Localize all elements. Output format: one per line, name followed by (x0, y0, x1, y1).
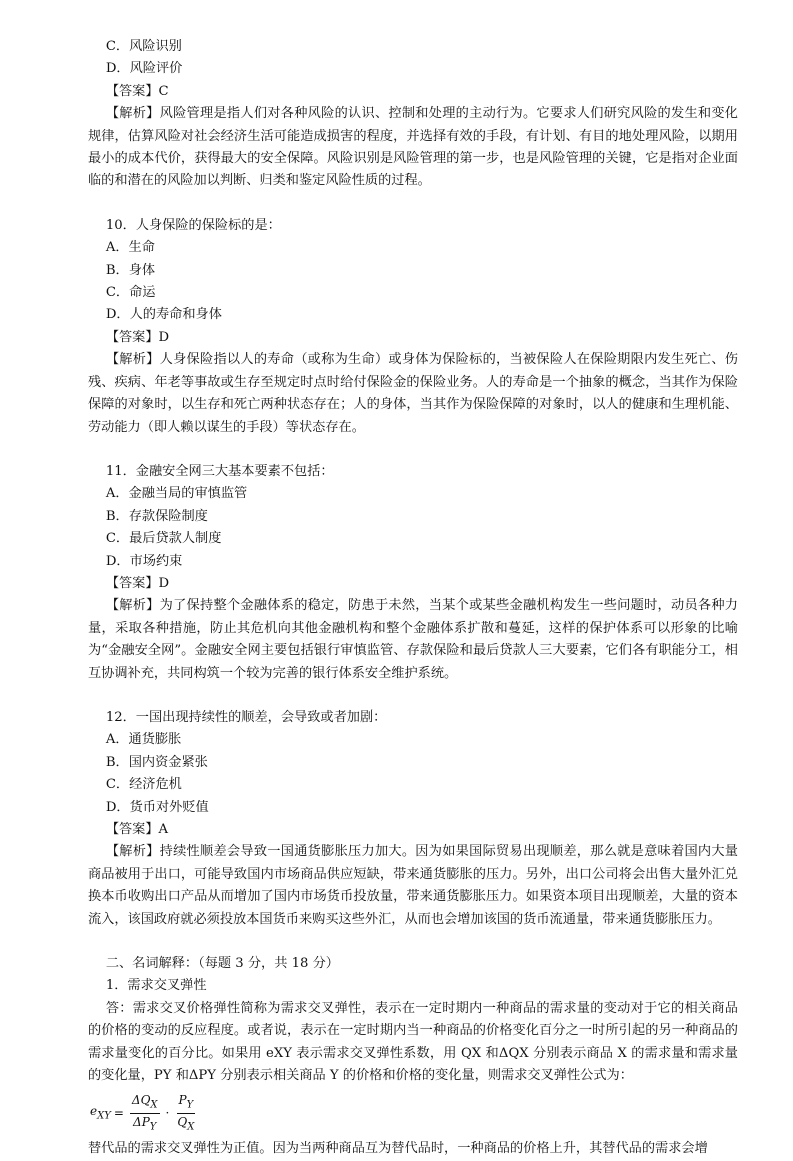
formula-fraction-1: $\frac{\Delta Q_X}{\Delta P_Y}$ (131, 1092, 158, 1133)
q9-option-d: D．风险评价 (105, 61, 183, 77)
formula-lhs: $e_{XY}$ (90, 1103, 111, 1121)
q12-answer: 【答案】A (105, 822, 169, 837)
q10-answer: 【答案】D (105, 329, 170, 345)
q10-option-c: C．命运 (105, 285, 156, 301)
q10-option-b: B．身体 (105, 262, 156, 278)
formula-fraction-2: $\frac{P_Y}{Q_X}$ (177, 1092, 195, 1133)
q10-option-d: D．人的寿命和身体 (105, 307, 222, 323)
spacer (88, 685, 738, 707)
q12-question: 12．一国出现持续性的顺差，会导致或者加剧： (105, 709, 387, 725)
document-body (88, 36, 738, 1161)
q9-analysis: 【解析】风险管理是指人们对各种风险的认识、控制和处理的主动行为。它要求人们研究风险的发生和变化规律，估算风险对社会经济生活可能造成损害的程度，并选择有效的手段，有计划、有目的地处理风险，以期用最小的成本代价，获得最大的安全保障。风险识别是风险管理的第一步，也是风险管理的关键，它是指对企业面临的和潜在的风险加以判断、归类和鉴定风险性质的过程。 (88, 106, 738, 189)
formula-equals: = (113, 1106, 124, 1121)
spacer (88, 439, 738, 461)
q12-option-d: D．货币对外贬值 (105, 799, 209, 815)
term-title: 1．需求交叉弹性 (105, 978, 207, 994)
q10-analysis: 【解析】人身保险指以人的寿命（或称为生命）或身体为保险标的，当被保险人在保险期限内发生死亡、伤残、疾病、年老等事故或生存至规定时点时给付保险金的保险业务。人的寿命是一个抽象的概念，当其作为保险保障的对象时，以生存和死亡两种状态存在；人的身体，当其作为保险保障的对象时，以人的健康和生理机能、劳动能力（即人赖以谋生的手段）等状态存在。 (88, 352, 738, 435)
q11-analysis: 【解析】为了保持整个金融体系的稳定，防患于未然，当某个或某些金融机构发生一些问题时，动员各种力量，采取各种措施，防止其危机向其他金融机构和整个金融体系扩散和蔓延，这样的保护体系可以形象的比喻为“金融安全网”。金融安全网主要包括银行审慎监管、存款保险和最后贷款人三大要素，它们各有职能分工，相互协调补充，共同构筑一个较为完善的银行体系安全维护系统。 (88, 598, 738, 681)
spacer (88, 193, 738, 215)
q11-option-d: D．市场约束 (105, 553, 183, 569)
formula-dot: · (165, 1106, 170, 1121)
q12-option-b: B．国内资金紧张 (105, 754, 208, 770)
term-answer: 答：需求交叉价格弹性简称为需求交叉弹性，表示在一定时期内一种商品的需求量的变动对于它的相关商品的价格的变动的反应程度。或者说，表示在一定时期内当一种商品的价格变化百分之一时所引起的另一种商品的需求量变化的百分比。如果用 eXY 表示需求交叉弹性系数，用 QX 和ΔQX 分别表示商品 X 的需求量和需求量的变化量，PY 和ΔPY 分别表示相关商品 Y 的价格和价格的变化量，则需求交叉弹性公式为： (88, 1000, 738, 1084)
q11-answer: 【答案】D (105, 575, 170, 591)
q9-option-c: C．风险识别 (105, 39, 182, 54)
spacer (88, 931, 738, 953)
q10-option-a: A．生命 (105, 240, 155, 256)
q9-answer: 【答案】C (105, 83, 169, 99)
cross-elasticity-formula (88, 1091, 738, 1135)
section-heading: 二、名词解释：（每题 3 分，共 18 分） (105, 956, 339, 972)
q12-option-a: A．通货膨胀 (105, 732, 182, 748)
q12-option-c: C．经济危机 (105, 777, 182, 793)
substitute-goods-text: 替代品的需求交叉弹性为正值。因为当两种商品互为替代品时，一种商品的价格上升，其替代品的需求会增 (88, 1141, 708, 1157)
q10-question: 10．人身保险的保险标的是： (105, 217, 281, 233)
q11-option-a: A．金融当局的审慎监管 (105, 486, 248, 502)
q11-question: 11．金融安全网三大基本要素不包括： (105, 463, 334, 479)
q11-option-b: B．存款保险制度 (105, 508, 208, 524)
q12-analysis: 【解析】持续性顺差会导致一国通货膨胀压力加大。因为如果国际贸易出现顺差，那么就是意味着国内大量商品被用于出口，可能导致国内市场商品供应短缺，带来通货膨胀的压力。另外，出口公司将会出售大量外汇兑换本币收购出口产品从而增加了国内市场货币投放量，带来通货膨胀压力。如果资本项目出现顺差，大量的资本流入，该国政府就必须投放本国货币来购买这些外汇，从而也会增加该国的货币流通量，带来通货膨胀压力。 (88, 844, 738, 927)
q11-option-c: C．最后贷款人制度 (105, 531, 222, 547)
